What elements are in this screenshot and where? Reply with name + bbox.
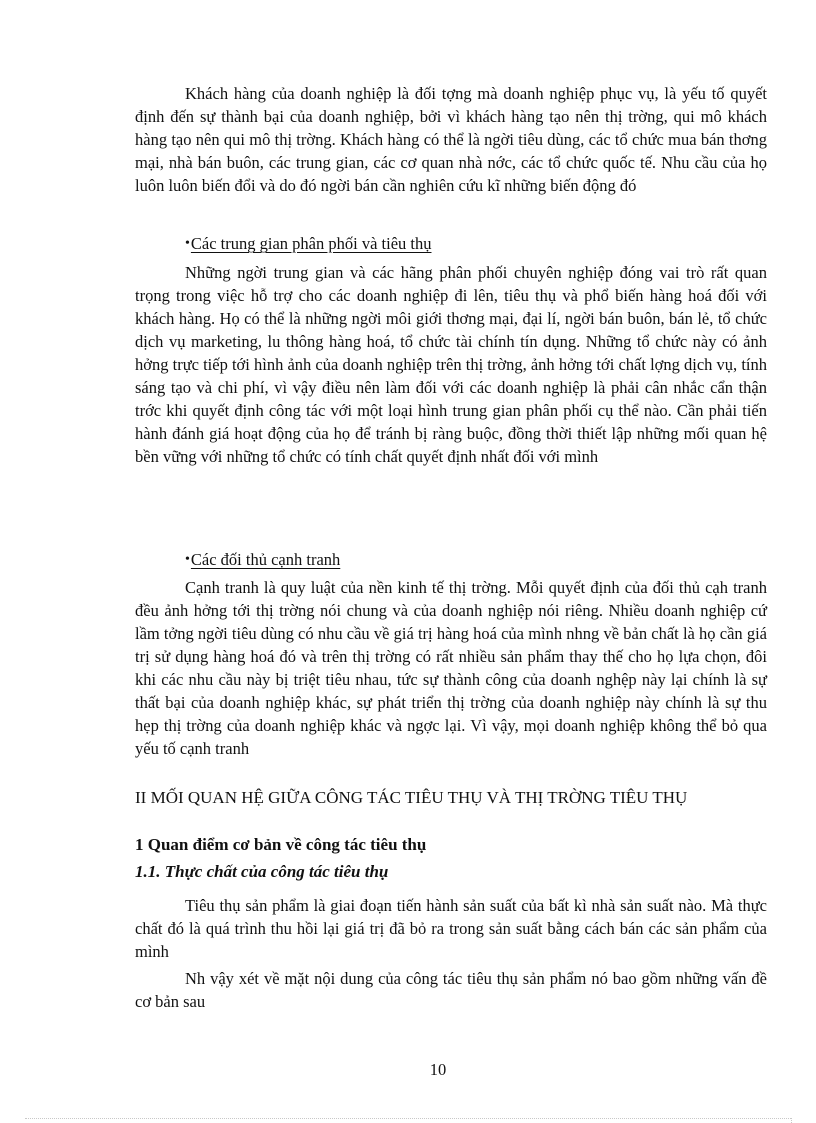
page-border-right bbox=[791, 1118, 792, 1123]
bullet-heading-intermediaries bbox=[185, 232, 431, 255]
paragraph-consumption-essence: Tiêu thụ sản phẩm là giai đoạn tiến hành sản suất của bất kì nhà sản suất nào. Mà thực chất đó là quá trình thu hồi lại giá trị đã bỏ ra trong sản suất bằng cách bán các sản phẩm của mình bbox=[135, 896, 767, 961]
bullet-icon: • bbox=[185, 552, 190, 567]
bullet-label: Các đối thủ cạnh tranh bbox=[190, 550, 341, 569]
bullet-heading-competitors bbox=[185, 548, 340, 571]
paragraph-content-intro: Nh vậy xét về mặt nội dung của công tác tiêu thụ sản phẩm nó bao gồm những vấn đề cơ bản sau bbox=[135, 969, 767, 1011]
paragraph-customers: Khách hàng của doanh nghiệp là đối tợng mà doanh nghiệp phục vụ, là yếu tố quyết định đến sự thành bại của doanh nghiệp, bởi vì khách hàng tạo nên thị trờng, qui mô khách hàng tạo nên qui mô thị trờng. Khách hàng có thể là ngời tiêu dùng, các tổ chức mua bán thơng mại, nhà bán buôn, các trung gian, các cơ quan nhà nớc, các tổ chức quốc tế. Nhu cầu của họ luôn luôn biến đổi và do đó ngời bán cần nghiên cứu kĩ những biến động đó bbox=[135, 84, 767, 195]
paragraph-intermediaries: Những ngời trung gian và các hãng phân phối chuyên nghiệp đóng vai trò rất quan trọng trong việc hỗ trợ cho các doanh nghiệp đi lên, tiêu thụ và phổ biến hàng hoá đối với khách hàng. Họ có thể là những ngời môi giới thơng mại, đại lí, ngời bán buôn, bán lẻ, tổ chức dịch vụ marketing, lu thông hàng hoá, tổ chức tài chính tín dụng. Những tổ chức này có ảnh hởng trực tiếp tới hình ảnh của doanh nghiệp trên thị trờng, ảnh hởng tới chất lợng dịch vụ, tính sáng tạo và chi phí, vì vậy điều nên làm đối với các doanh nghiệp là phải cân nhắc cẩn thận trớc khi quyết định công tác với một loại hình trung gian phân phối cụ thể nào. Cần phải tiến hành đánh giá hoạt động của họ để tránh bị ràng buộc, đồng thời thiết lập những mối quan hệ bền vững với những tổ chức có tính chất quyết định nhất đối với mình bbox=[135, 263, 767, 466]
subsubsection-heading: 1.1. Thực chất của công tác tiêu thụ bbox=[135, 862, 389, 881]
paragraph-competition: Cạnh tranh là quy luật của nền kinh tế thị trờng. Mỗi quyết định của đối thủ cạh tranh đều ảnh hởng tới thị trờng nói chung và của doanh nghiệp nói riêng. Nhiều doanh nghiệp cứ lầm tởng ngời tiêu dùng có nhu cầu về giá trị hàng hoá của mình nhng về bản chất là họ cần giá trị sử dụng hàng hoá đó và trên thị trờng có rất nhiều sản phẩm thay thế cho họ lựa chọn, đôi khi các nhu cầu này bị triệt tiêu nhau, tức sự thành công của doanh nghệp này lại chính là sự thất bại của doanh nghiệp khác, sự phát triển thị trờng của doanh nghiệp này chính là sự thu hẹp thị trờng của doanh nghiệp khác và ngợc lại. Vì vậy, mọi doanh nghiệp không thể bỏ qua yếu tố cạnh tranh bbox=[135, 578, 767, 758]
section-heading: II MỐI QUAN HỆ GIỮA CÔNG TÁC TIÊU THỤ VÀ THỊ TRỜNG TIÊU THỤ bbox=[135, 788, 688, 807]
page-border-bottom bbox=[25, 1118, 791, 1119]
subsection-heading: 1 Quan điểm cơ bản về công tác tiêu thụ bbox=[135, 835, 427, 854]
page-number: 10 bbox=[429, 1060, 447, 1079]
bullet-icon: • bbox=[185, 236, 190, 251]
bullet-label: Các trung gian phân phối và tiêu thụ bbox=[190, 234, 432, 253]
